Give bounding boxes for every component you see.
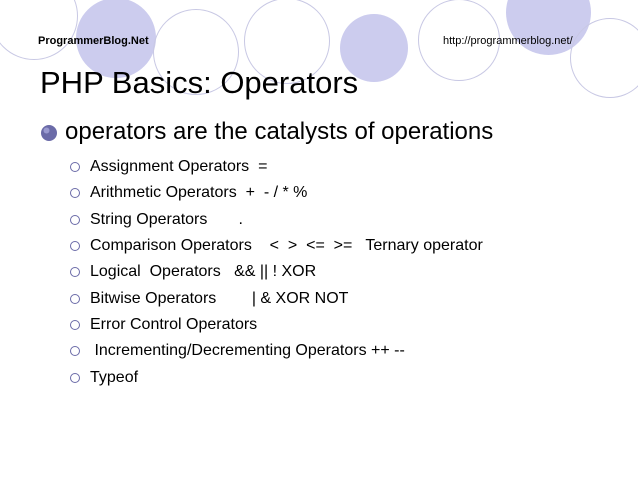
list-item xyxy=(70,338,483,364)
site-name: ProgrammerBlog.Net xyxy=(38,35,149,47)
list-item-text: Typeof xyxy=(90,368,139,386)
list-item xyxy=(70,285,483,311)
list-item-text: Assignment Operators = xyxy=(90,158,268,176)
list-item xyxy=(70,180,483,206)
ring-bullet-icon xyxy=(70,241,80,251)
decorative-circle xyxy=(0,0,78,60)
ring-bullet-icon xyxy=(70,373,80,383)
list-item-text: String Operators . xyxy=(90,210,243,228)
decorative-circle xyxy=(570,18,638,98)
list-item-text: Error Control Operators xyxy=(90,315,258,333)
list-item-text: Arithmetic Operators + - / * % xyxy=(90,184,308,202)
ring-bullet-icon xyxy=(70,320,80,330)
site-url: http://programmerblog.net/ xyxy=(443,35,573,47)
list-item xyxy=(70,259,483,285)
main-bullet-text: operators are the catalysts of operations xyxy=(65,118,494,145)
list-item-text: Incrementing/Decrementing Operators ++ -- xyxy=(90,342,405,360)
bullet-icon xyxy=(40,124,58,142)
slide-title: PHP Basics: Operators xyxy=(40,65,359,100)
list-item-text: Comparison Operators < > <= >= Ternary operator xyxy=(90,237,483,255)
ring-bullet-icon xyxy=(70,162,80,172)
list-item xyxy=(70,233,483,259)
ring-bullet-icon xyxy=(70,188,80,198)
list-item xyxy=(70,207,483,233)
list-item xyxy=(70,312,483,338)
ring-bullet-icon xyxy=(70,346,80,356)
operator-list xyxy=(70,154,483,391)
ring-bullet-icon xyxy=(70,215,80,225)
main-bullet xyxy=(40,118,493,146)
list-item-text: Bitwise Operators | & XOR NOT xyxy=(90,289,349,307)
list-item xyxy=(70,364,483,390)
list-item xyxy=(70,154,483,180)
ring-bullet-icon xyxy=(70,294,80,304)
ring-bullet-icon xyxy=(70,267,80,277)
list-item-text: Logical Operators && || ! XOR xyxy=(90,263,317,281)
